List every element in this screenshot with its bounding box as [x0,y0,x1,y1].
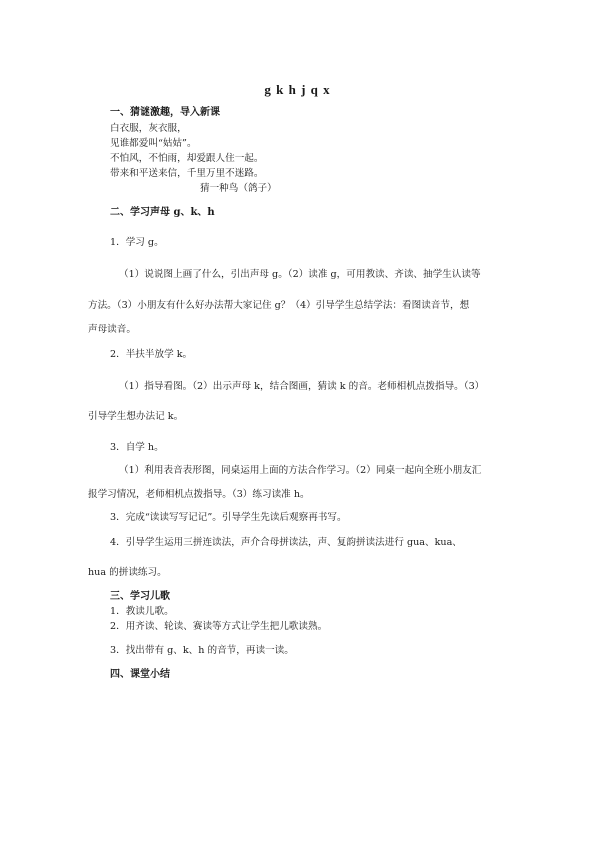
riddle-line-4: 带来和平送来信，千里万里不迷路。 [110,168,264,179]
item-learn-k-title: 2．半扶半放学 k。 [110,349,193,360]
item-learn-h-text-1: （1）利用表音表形图，同桌运用上面的方法合作学习。（2）同桌一起向全班小朋友汇 [119,465,482,476]
item-learn-h-title: 3．自学 h。 [110,442,164,453]
section-heading-4: 四、课堂小结 [110,669,170,680]
item-learn-g-text-3: 声母读音。 [88,324,136,335]
item-practice-song: 2．用齐读、轮读、赛读等方式让学生把儿歌读熟。 [110,621,328,632]
item-learn-g-title: 1．学习 g。 [110,237,164,248]
item-teach-song: 1．教读儿歌。 [110,606,174,617]
item-learn-g-text-2: 方法。（3）小朋友有什么好办法帮大家记住 g？（4）引导学生总结学法：看图读音节，想 [88,300,470,311]
riddle-answer: 猜一种鸟（鸽子） [200,183,277,194]
item-find-syllables: 3．找出带有 g、k、h 的音节，再读一读。 [110,645,294,656]
riddle-line-2: 见谁都爱叫“姑姑”。 [110,138,197,149]
item-learn-h-text-2: 报学习情况，老师相机点拨指导。（3）练习读准 h。 [88,489,310,500]
riddle-line-1: 白衣服，灰衣服， [110,123,187,134]
item-spelling-text-1: 4．引导学生运用三拼连读法，声介合母拼读法，声、复韵拼读法进行 gua、kua、 [110,537,462,548]
section-heading-2: 二、学习声母 g、k、h [110,207,215,218]
item-learn-g-text-1: （1）说说图上画了什么，引出声母 g。（2）读准 g，可用教读、齐读、抽学生认读等 [119,269,481,280]
document-title: g k h j q x [264,82,331,97]
section-heading-1: 一、猜谜激趣，导入新课 [110,107,220,118]
item-learn-k-text-1: （1）指导看图。（2）出示声母 k，结合图画，猜读 k 的音。老师相机点拨指导。（3） [119,381,485,392]
item-spelling-text-2: hua 的拼读练习。 [88,567,167,578]
item-read-write: 3．完成“读读写写记记”。引导学生先读后观察再书写。 [110,512,347,523]
section-heading-3: 三、学习儿歌 [110,591,170,602]
riddle-line-3: 不怕风，不怕雨，却爱跟人住一起。 [110,153,264,164]
item-learn-k-text-2: 引导学生想办法记 k。 [88,411,184,422]
